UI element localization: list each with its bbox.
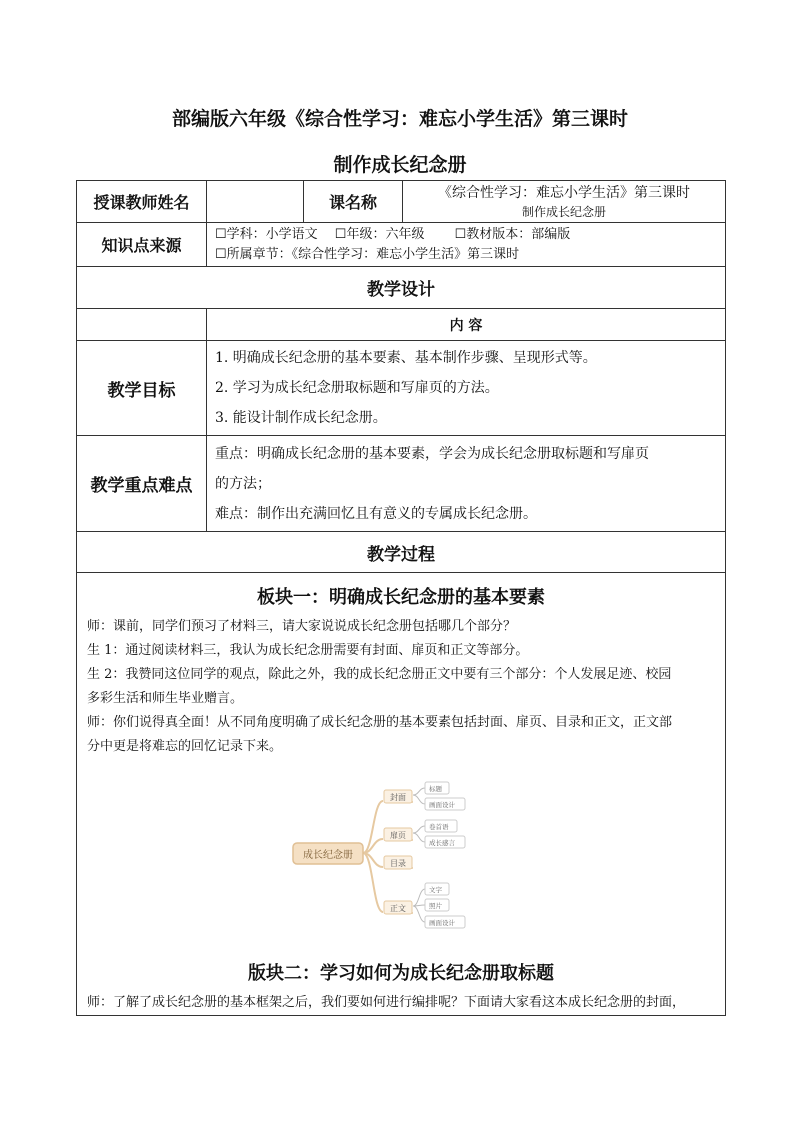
source-line1: ☐学科：小学语文 ☐年级：六年级 ☐教材版本：部编版 xyxy=(215,226,571,242)
key-line: 重点：明确成长纪念册的基本要素，学会为成长纪念册取标题和写扉页 xyxy=(215,445,649,462)
key-label: 教学重点难点 xyxy=(77,436,207,532)
dialogue-line: 生 1：通过阅读材料三，我认为成长纪念册需要有封面、扉页和正文等部分。 xyxy=(87,643,529,658)
dialogue-line: 师：课前，同学们预习了材料三，请大家说说成长纪念册包括哪几个部分？ xyxy=(87,619,517,634)
lesson-table xyxy=(76,180,726,1016)
goal-item: 3. 能设计制作成长纪念册。 xyxy=(215,410,387,426)
mindmap-branch-label: 封面 xyxy=(390,793,406,802)
block1-title: 板块一：明确成长纪念册的基本要素 xyxy=(257,587,545,608)
mindmap-branch-label: 正文 xyxy=(390,904,406,913)
document-title: 部编版六年级《综合性学习：难忘小学生活》第三课时 xyxy=(171,108,628,130)
teacher-value xyxy=(207,181,304,223)
source-label: 知识点来源 xyxy=(77,223,207,267)
mindmap-leaf-label: 成长感言 xyxy=(429,839,455,847)
mindmap-leaf-label: 文字 xyxy=(429,886,442,894)
mindmap-leaf-label: 标题 xyxy=(429,785,442,793)
mindmap-leaf-label: 卷首语 xyxy=(429,823,449,831)
course-value-line2: 制作成长纪念册 xyxy=(521,204,606,219)
key-line: 的方法； xyxy=(215,475,271,492)
design-header: 教学设计 xyxy=(77,267,726,309)
document-subtitle: 制作成长纪念册 xyxy=(333,154,467,176)
mindmap-leaf-label: 画面设计 xyxy=(429,919,455,927)
content-header: 内 容 xyxy=(207,309,726,341)
dialogue-line: 生 2：我赞同这位同学的观点，除此之外，我的成长纪念册正文中要有三个部分：个人发展足迹、校园 xyxy=(87,667,672,682)
mindmap-branch-label: 目录 xyxy=(390,859,406,868)
goals-list xyxy=(207,341,726,436)
goal-item: 2. 学习为成长纪念册取标题和写扉页的方法。 xyxy=(215,380,499,396)
dialogue-line: 师：了解了成长纪念册的基本框架之后，我们要如何进行编排呢？下面请大家看这本成长纪念册的封面， xyxy=(87,995,686,1010)
goals-label: 教学目标 xyxy=(77,341,207,436)
goal-item: 1. 明确成长纪念册的基本要素、基本制作步骤、呈现形式等。 xyxy=(215,350,597,366)
source-value xyxy=(207,223,726,267)
key-content xyxy=(207,436,726,532)
mindmap-branch-label: 扉页 xyxy=(390,831,406,840)
course-value xyxy=(403,181,726,223)
source-line2: ☐所属章节：《综合性学习：难忘小学生活》第三课时 xyxy=(215,246,520,262)
block2-title: 版块二：学习如何为成长纪念册取标题 xyxy=(248,963,554,984)
course-value-line1: 《综合性学习：难忘小学生活》第三课时 xyxy=(438,184,690,201)
dialogue-line: 多彩生活和师生毕业赠言。 xyxy=(87,691,244,706)
dialogue-line: 师：你们说得真全面！从不同角度明确了成长纪念册的基本要素包括封面、扉页、目录和正文，正文部 xyxy=(87,715,673,730)
process-header: 教学过程 xyxy=(77,532,726,573)
course-label: 课名称 xyxy=(304,181,403,223)
dialogue-line: 分中更是将难忘的回忆记录下来。 xyxy=(87,739,283,754)
process-content xyxy=(77,573,726,1016)
mindmap-leaf-label: 照片 xyxy=(429,902,442,910)
mindmap-diagram xyxy=(77,773,724,943)
teacher-label: 授课教师姓名 xyxy=(77,181,207,223)
content-header-blank xyxy=(77,309,207,341)
key-line: 难点：制作出充满回忆且有意义的专属成长纪念册。 xyxy=(215,505,537,522)
mindmap-leaf-label: 画面设计 xyxy=(429,801,455,809)
mindmap-root-label: 成长纪念册 xyxy=(303,850,353,861)
